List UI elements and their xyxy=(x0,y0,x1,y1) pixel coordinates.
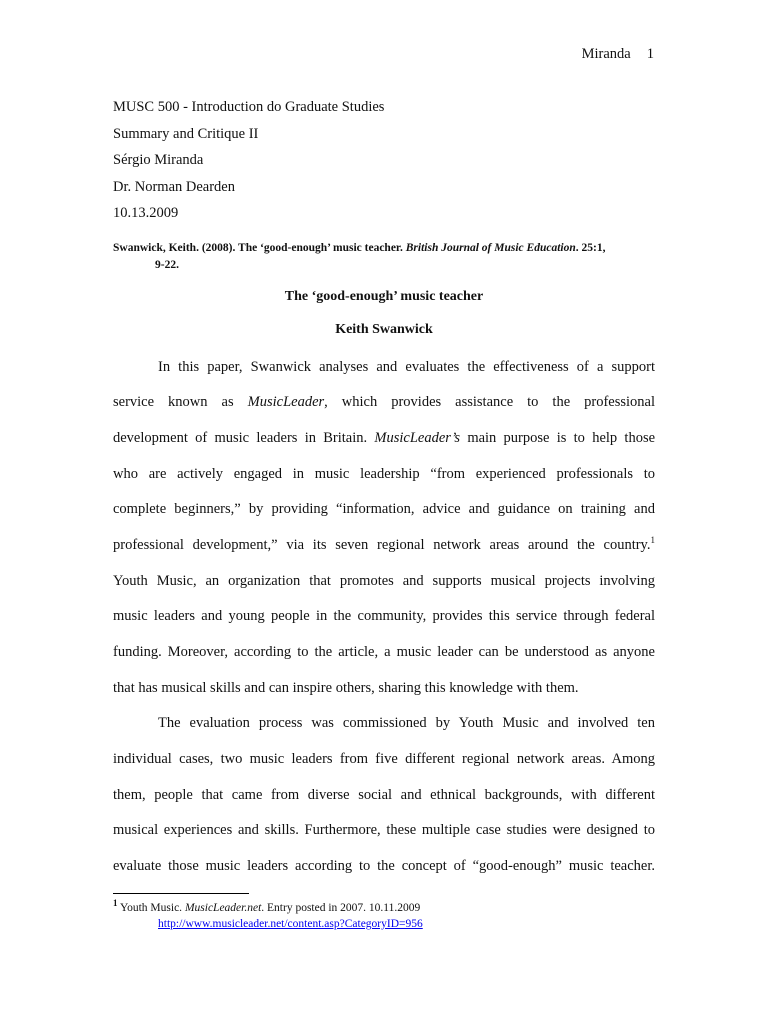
footnote-number: 1 xyxy=(113,898,118,909)
footnote-ref[interactable]: 1 xyxy=(650,535,655,546)
professor-line: Dr. Norman Dearden xyxy=(113,178,235,195)
body-line: funding. Moreover, according to the article, a music leader can be understood as anyone xyxy=(113,644,655,660)
body-line: who are actively engaged in music leadership “from experienced professionals to xyxy=(113,466,655,482)
assignment-line: Summary and Critique II xyxy=(113,125,259,142)
body-line: The evaluation process was commissioned by Youth Music and involved ten xyxy=(158,715,655,731)
body-line: that has musical skills and can inspire others, sharing this knowledge with them. xyxy=(113,680,579,696)
body-line: service known as MusicLeader, which provides assistance to the professional xyxy=(113,394,656,410)
course-line: MUSC 500 - Introduction do Graduate Studies xyxy=(113,99,385,115)
article-author: Keith Swanwick xyxy=(335,322,433,337)
body-line: complete beginners,” by providing “information, advice and guidance on training and xyxy=(113,501,655,517)
running-header xyxy=(582,46,654,63)
date-line: 10.13.2009 xyxy=(113,205,179,221)
body-line: Youth Music, an organization that promotes and supports musical projects involving xyxy=(113,573,655,589)
heading-block xyxy=(113,94,384,227)
body-line: development of music leaders in Britain. MusicLeader’s main purpose is to help those xyxy=(113,430,656,446)
body-line: them, people that came from diverse social and ethnical backgrounds, with different xyxy=(113,787,655,803)
page-number: 1 xyxy=(646,46,654,62)
body-line: In this paper, Swanwick analyses and evaluates the effectiveness of a support xyxy=(158,359,655,375)
citation xyxy=(113,240,658,274)
body-line: music leaders and young people in the community, provides this service through federal xyxy=(113,608,655,624)
citation-volume: . 25:1, xyxy=(575,242,606,254)
body-line: individual cases, two music leaders from five different regional network areas. Among xyxy=(113,751,655,767)
citation-journal: British Journal of Music Education xyxy=(405,242,576,254)
citation-pages: 9-22. xyxy=(155,259,179,271)
body-line: professional development,” via its seven regional network areas around the country.$^1$ xyxy=(113,535,655,553)
footnote-link[interactable]: http://www.musicleader.net/content.asp?CategoryID=956 xyxy=(158,918,423,930)
student-line: Sérgio Miranda xyxy=(113,152,204,168)
header-name: Miranda xyxy=(581,46,631,62)
body-line: musical experiences and skills. Furthermore, these multiple case studies were designed to xyxy=(113,822,655,838)
citation-authors: Swanwick, Keith. (2008). The ‘good-enough’ music teacher. xyxy=(113,242,403,254)
footnote: $^1$ Youth Music. MusicLeader.net. Entry posted in 2007. 10.11.2009 http://www.musicleader.net/content.asp?CategoryID=956 xyxy=(113,898,423,930)
footnote-separator xyxy=(113,893,249,894)
body-line: evaluate those music leaders according to the concept of “good-enough” music teacher. xyxy=(113,858,655,874)
article-title: The ‘good-enough’ music teacher xyxy=(284,289,484,304)
